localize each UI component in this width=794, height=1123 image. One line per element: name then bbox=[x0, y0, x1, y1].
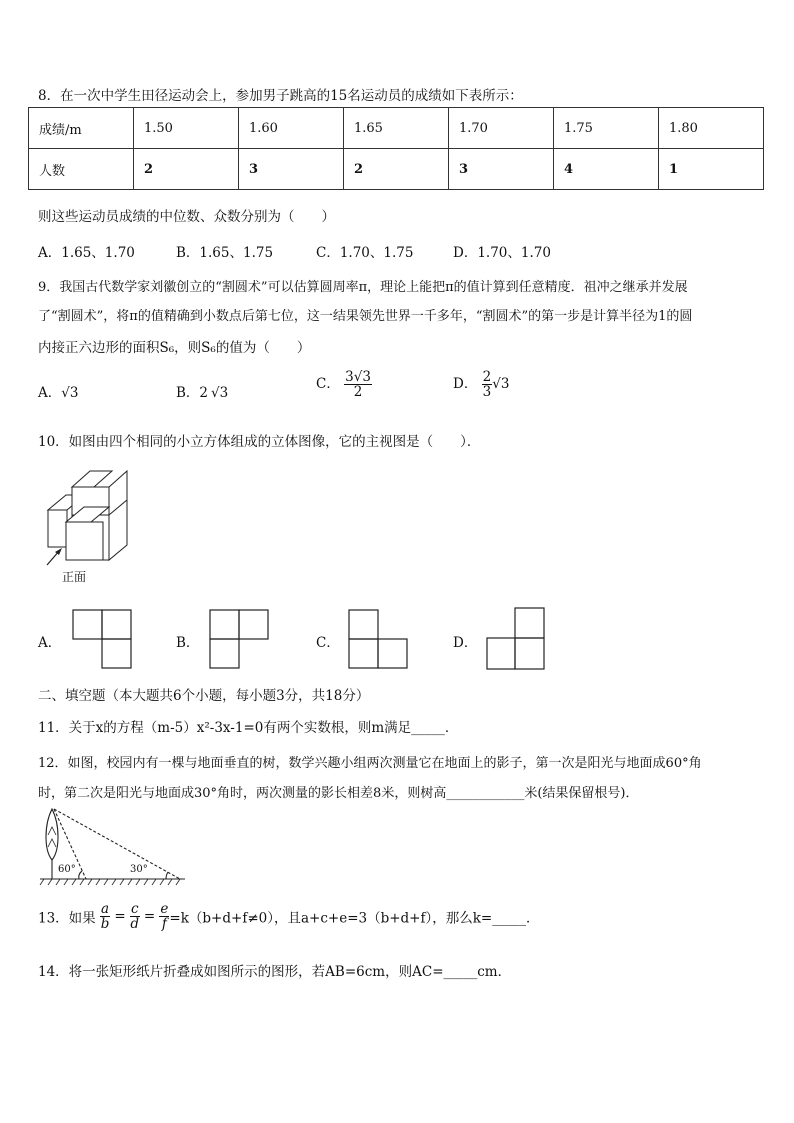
q10-option-c[interactable]: C． bbox=[316, 635, 340, 651]
q9-option-a[interactable] bbox=[38, 381, 78, 401]
option-letter: B．2 bbox=[176, 385, 209, 401]
equals: = bbox=[143, 908, 156, 925]
table-row bbox=[29, 149, 764, 190]
table-cell: 3 bbox=[449, 149, 554, 190]
sqrt3: √3 bbox=[492, 376, 510, 393]
q9-option-b[interactable] bbox=[176, 381, 228, 401]
q8-option-b[interactable]: B．1.65、1.75 bbox=[176, 245, 274, 261]
angle-30-label: 30° bbox=[130, 864, 148, 875]
numerator: a bbox=[100, 901, 110, 917]
numerator: c bbox=[130, 901, 139, 917]
table-header-cell: 成绩/m bbox=[29, 108, 134, 149]
table-cell: 1.60 bbox=[239, 108, 344, 149]
q14: 14．将一张矩形纸片折叠成如图所示的图形，若AB=6cm，则AC=_____cm． bbox=[38, 964, 512, 980]
view-d-icon[interactable] bbox=[486, 607, 546, 670]
fraction bbox=[344, 370, 372, 399]
q9-line3: 内接正六边形的面积S₆，则S₆的值为（ ） bbox=[38, 340, 311, 356]
q11: 11．关于x的方程（m-5）x²-3x-1=0有两个实数根，则m满足_____． bbox=[38, 720, 459, 736]
q9-line2: 了“割圆术”，将π的值精确到小数点后第七位，这一结果领先世界一千多年，“割圆术”的第一步是计算半径为1的圆 bbox=[38, 309, 693, 324]
q8-stem: 8．在一次中学生田径运动会上，参加男子跳高的15名运动员的成绩如下表所示： bbox=[38, 88, 523, 104]
q12-line2: 时，第二次是阳光与地面成30°角时，两次测量的影长相差8米，则树高____________米(结果保留根号)． bbox=[38, 786, 639, 801]
fraction bbox=[482, 370, 493, 399]
q10-option-d[interactable]: D． bbox=[453, 635, 478, 651]
q12-line1: 12．如图，校园内有一棵与地面垂直的树，数学兴趣小组两次测量它在地面上的影子，第一次是阳光与地面成60°角 bbox=[38, 756, 702, 771]
table-cell: 1.80 bbox=[659, 108, 764, 149]
q13-prefix: 13．如果 bbox=[38, 910, 96, 927]
table-cell: 1.65 bbox=[344, 108, 449, 149]
denominator: 3 bbox=[482, 384, 492, 401]
denominator: b bbox=[100, 916, 110, 933]
fraction-e-f bbox=[159, 902, 169, 931]
q8-option-c[interactable]: C．1.70、1.75 bbox=[316, 245, 414, 261]
view-b-icon[interactable] bbox=[209, 609, 269, 669]
sqrt3: √3 bbox=[61, 385, 79, 401]
denominator: f bbox=[161, 916, 167, 933]
numerator: e bbox=[160, 901, 169, 917]
q10-option-a[interactable]: A． bbox=[38, 635, 62, 651]
table-cell: 4 bbox=[554, 149, 659, 190]
front-label: 正面 bbox=[62, 570, 87, 584]
q9-line1: 9．我国古代数学家刘徽创立的“割圆术”可以估算圆周率π，理论上能把π的值计算到任意精度．祖冲之继承并发展 bbox=[38, 280, 688, 295]
score-table bbox=[28, 107, 764, 190]
denominator: 2 bbox=[353, 384, 363, 401]
q9-option-d[interactable] bbox=[453, 370, 509, 399]
table-header-cell: 人数 bbox=[29, 149, 134, 190]
fraction-c-d bbox=[130, 902, 140, 931]
table-cell: 1.70 bbox=[449, 108, 554, 149]
denominator: d bbox=[130, 916, 140, 933]
table-cell: 1.75 bbox=[554, 108, 659, 149]
q13 bbox=[38, 902, 540, 931]
option-letter: C． bbox=[316, 376, 340, 393]
option-letter: A． bbox=[38, 385, 62, 401]
table-cell: 1.50 bbox=[134, 108, 239, 149]
numerator: 2 bbox=[482, 369, 492, 385]
table-cell: 2 bbox=[134, 149, 239, 190]
angle-60-label: 60° bbox=[58, 864, 76, 875]
view-a-icon[interactable] bbox=[72, 609, 132, 669]
sqrt3: √3 bbox=[211, 385, 229, 401]
table-cell: 2 bbox=[344, 149, 449, 190]
cube-figure bbox=[40, 460, 140, 580]
q8-option-a[interactable]: A．1.65、1.70 bbox=[38, 245, 135, 261]
option-letter: D． bbox=[453, 376, 478, 393]
table-row bbox=[29, 108, 764, 149]
q10-stem: 10．如图由四个相同的小立方体组成的立体图像，它的主视图是（ ）． bbox=[38, 434, 481, 450]
table-cell: 1 bbox=[659, 149, 764, 190]
fraction-a-b bbox=[100, 902, 110, 931]
q8-question: 则这些运动员成绩的中位数、众数分别为（ ） bbox=[38, 209, 335, 225]
equals: = bbox=[114, 908, 126, 925]
section-title: 二、填空题（本大题共6个小题，每小题3分，共18分） bbox=[38, 688, 370, 704]
q10-option-b[interactable]: B． bbox=[176, 635, 200, 651]
q13-suffix: =k（b+d+f≠0），且a+c+e=3（b+d+f），那么k=_____． bbox=[169, 910, 540, 927]
numerator: 3√3 bbox=[345, 369, 371, 385]
q8-option-d[interactable]: D．1.70、1.70 bbox=[453, 245, 551, 261]
q9-option-c[interactable] bbox=[316, 370, 372, 399]
view-c-icon[interactable] bbox=[348, 609, 408, 669]
table-cell: 3 bbox=[239, 149, 344, 190]
